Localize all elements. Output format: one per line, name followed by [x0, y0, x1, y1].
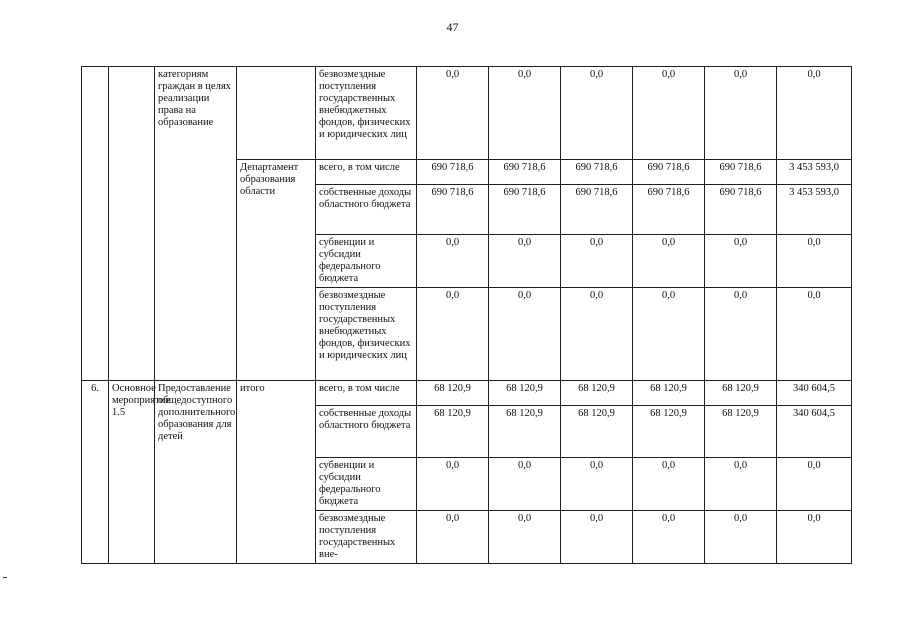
- value-total-cell: 340 604,5: [777, 381, 852, 406]
- value-total-cell: 0,0: [777, 458, 852, 511]
- measure-name-cell: Предоставление общедоступного дополнительного образования для детей: [155, 381, 237, 564]
- value-cell: 690 718,6: [561, 160, 633, 185]
- value-cell: 690 718,6: [705, 160, 777, 185]
- value-cell: 0,0: [705, 458, 777, 511]
- value-cell: 0,0: [489, 458, 561, 511]
- value-cell: 0,0: [489, 511, 561, 564]
- value-cell: 0,0: [633, 511, 705, 564]
- value-cell: 690 718,6: [561, 185, 633, 235]
- value-cell: 0,0: [561, 288, 633, 381]
- funding-source-cell: субвенции и субсидии федерального бюджета: [316, 458, 417, 511]
- event-cell: [109, 67, 155, 381]
- executor-cell: Департамент образования области: [237, 160, 316, 381]
- value-cell: 68 120,9: [561, 406, 633, 458]
- value-cell: 68 120,9: [489, 406, 561, 458]
- measure-name-cell: категориям граждан в целях реализации права на образование: [155, 67, 237, 381]
- value-cell: 690 718,6: [417, 160, 489, 185]
- value-cell: 0,0: [705, 67, 777, 160]
- value-cell: 690 718,6: [489, 185, 561, 235]
- page-number: 47: [446, 20, 459, 34]
- value-cell: 0,0: [417, 511, 489, 564]
- value-cell: 690 718,6: [633, 185, 705, 235]
- value-cell: 0,0: [417, 458, 489, 511]
- value-cell: 0,0: [705, 288, 777, 381]
- value-cell: 0,0: [561, 235, 633, 288]
- value-total-cell: 0,0: [777, 235, 852, 288]
- value-cell: 0,0: [705, 235, 777, 288]
- funding-source-cell: субвенции и субсидии федерального бюджета: [316, 235, 417, 288]
- index-cell: [82, 67, 109, 381]
- value-cell: 0,0: [561, 67, 633, 160]
- scan-artifact: [3, 577, 7, 578]
- funding-source-cell: всего, в том числе: [316, 381, 417, 406]
- table-row: [82, 67, 852, 160]
- funding-source-cell: собственные доходы областного бюджета: [316, 185, 417, 235]
- value-cell: 690 718,6: [633, 160, 705, 185]
- table-row: [82, 381, 852, 406]
- funding-source-cell: безвозмездные поступления государственных вне-: [316, 511, 417, 564]
- value-cell: 0,0: [417, 288, 489, 381]
- value-cell: 68 120,9: [417, 381, 489, 406]
- funding-source-cell: безвозмездные поступления государственных внебюджетных фондов, физических и юридических лиц: [316, 67, 417, 160]
- value-cell: 0,0: [705, 511, 777, 564]
- value-total-cell: 0,0: [777, 511, 852, 564]
- value-cell: 68 120,9: [561, 381, 633, 406]
- value-cell: 68 120,9: [633, 381, 705, 406]
- value-cell: 690 718,6: [489, 160, 561, 185]
- value-cell: 68 120,9: [489, 381, 561, 406]
- value-cell: 0,0: [489, 67, 561, 160]
- value-cell: 690 718,6: [417, 185, 489, 235]
- value-cell: 68 120,9: [417, 406, 489, 458]
- value-cell: 0,0: [561, 511, 633, 564]
- value-cell: 690 718,6: [705, 185, 777, 235]
- value-cell: 0,0: [633, 235, 705, 288]
- index-cell: 6.: [82, 381, 109, 564]
- executor-cell: [237, 67, 316, 160]
- value-cell: 0,0: [561, 458, 633, 511]
- value-total-cell: 0,0: [777, 67, 852, 160]
- value-cell: 0,0: [489, 288, 561, 381]
- value-cell: 68 120,9: [705, 406, 777, 458]
- funding-source-cell: безвозмездные поступления государственных внебюджетных фондов, физических и юридических лиц: [316, 288, 417, 381]
- value-cell: 0,0: [633, 458, 705, 511]
- value-cell: 0,0: [633, 288, 705, 381]
- value-cell: 0,0: [489, 235, 561, 288]
- funding-source-cell: всего, в том числе: [316, 160, 417, 185]
- budget-table: [81, 66, 852, 564]
- value-cell: 0,0: [417, 67, 489, 160]
- value-cell: 0,0: [417, 235, 489, 288]
- value-cell: 0,0: [633, 67, 705, 160]
- funding-source-cell: собственные доходы областного бюджета: [316, 406, 417, 458]
- value-cell: 68 120,9: [633, 406, 705, 458]
- value-total-cell: 3 453 593,0: [777, 160, 852, 185]
- executor-cell: итого: [237, 381, 316, 564]
- value-total-cell: 340 604,5: [777, 406, 852, 458]
- value-total-cell: 3 453 593,0: [777, 185, 852, 235]
- value-total-cell: 0,0: [777, 288, 852, 381]
- value-cell: 68 120,9: [705, 381, 777, 406]
- event-cell: Основное мероприятие 1.5: [109, 381, 155, 564]
